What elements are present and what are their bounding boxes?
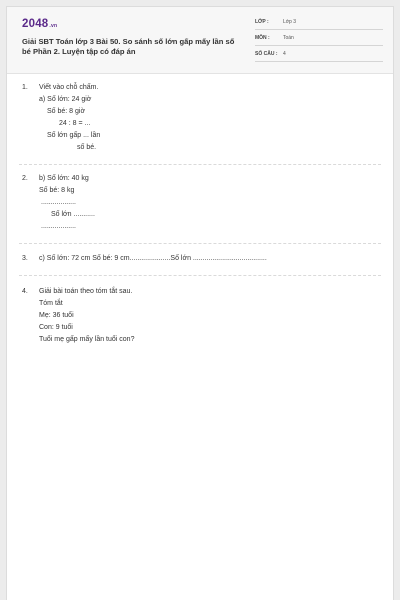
question-line: a) Số lớn: 24 giờ <box>39 96 92 103</box>
question-line: Mẹ: 36 tuổi <box>39 312 74 319</box>
question-line: 24 : 8 = ... <box>59 120 91 127</box>
question-line: Viết vào chỗ chấm. <box>39 84 99 91</box>
meta-count <box>255 49 383 62</box>
page-title: Giải SBT Toán lớp 3 Bài 50. So sánh số lớn gấp mấy lần số bé Phần 2. Luyện tập có đáp án <box>22 37 235 56</box>
divider <box>19 243 381 244</box>
meta-grade <box>255 17 383 30</box>
question-line: Giải bài toán theo tóm tắt sau. <box>39 288 133 295</box>
meta-grade-value: Lớp 3 <box>283 19 297 25</box>
divider <box>19 275 381 276</box>
question-line: Tuổi mẹ gấp mấy lần tuổi con? <box>39 336 135 343</box>
meta-subject-value: Toán <box>283 35 294 41</box>
site-logo[interactable] <box>22 18 57 30</box>
question-line: số bé. <box>77 144 97 151</box>
question-line: b) Số lớn: 40 kg <box>39 175 89 182</box>
question-line: Số lớn ........... <box>51 211 95 218</box>
meta-count-label: SỐ CÂU : <box>255 51 278 57</box>
worksheet <box>6 6 394 600</box>
question-line: Số bé: 8 giờ <box>47 108 86 115</box>
question-number: 1. <box>22 84 28 91</box>
question-line: Con: 9 tuổi <box>39 324 73 331</box>
question-line: .................. <box>41 223 77 230</box>
question-line: Tóm tắt <box>39 300 63 307</box>
meta-subject-label: MÔN : <box>255 35 270 41</box>
question-line: c) Số lớn: 72 cm Số bé: 9 cm.....................Số lớn ...................................... <box>39 255 267 262</box>
logo-suffix: .vn <box>49 23 58 29</box>
worksheet-header <box>7 7 393 74</box>
question-line: Số bé: 8 kg <box>39 187 75 194</box>
question-line: Số lớn gấp ... lần <box>47 132 101 139</box>
question-number: 3. <box>22 255 28 262</box>
logo-text: 2048 <box>22 18 49 30</box>
question-number: 2. <box>22 175 28 182</box>
question-line: .................. <box>41 199 77 206</box>
divider <box>19 164 381 165</box>
meta-subject <box>255 33 383 46</box>
meta-grade-label: LỚP : <box>255 19 269 25</box>
question-number: 4. <box>22 288 28 295</box>
meta-count-value: 4 <box>283 51 286 57</box>
